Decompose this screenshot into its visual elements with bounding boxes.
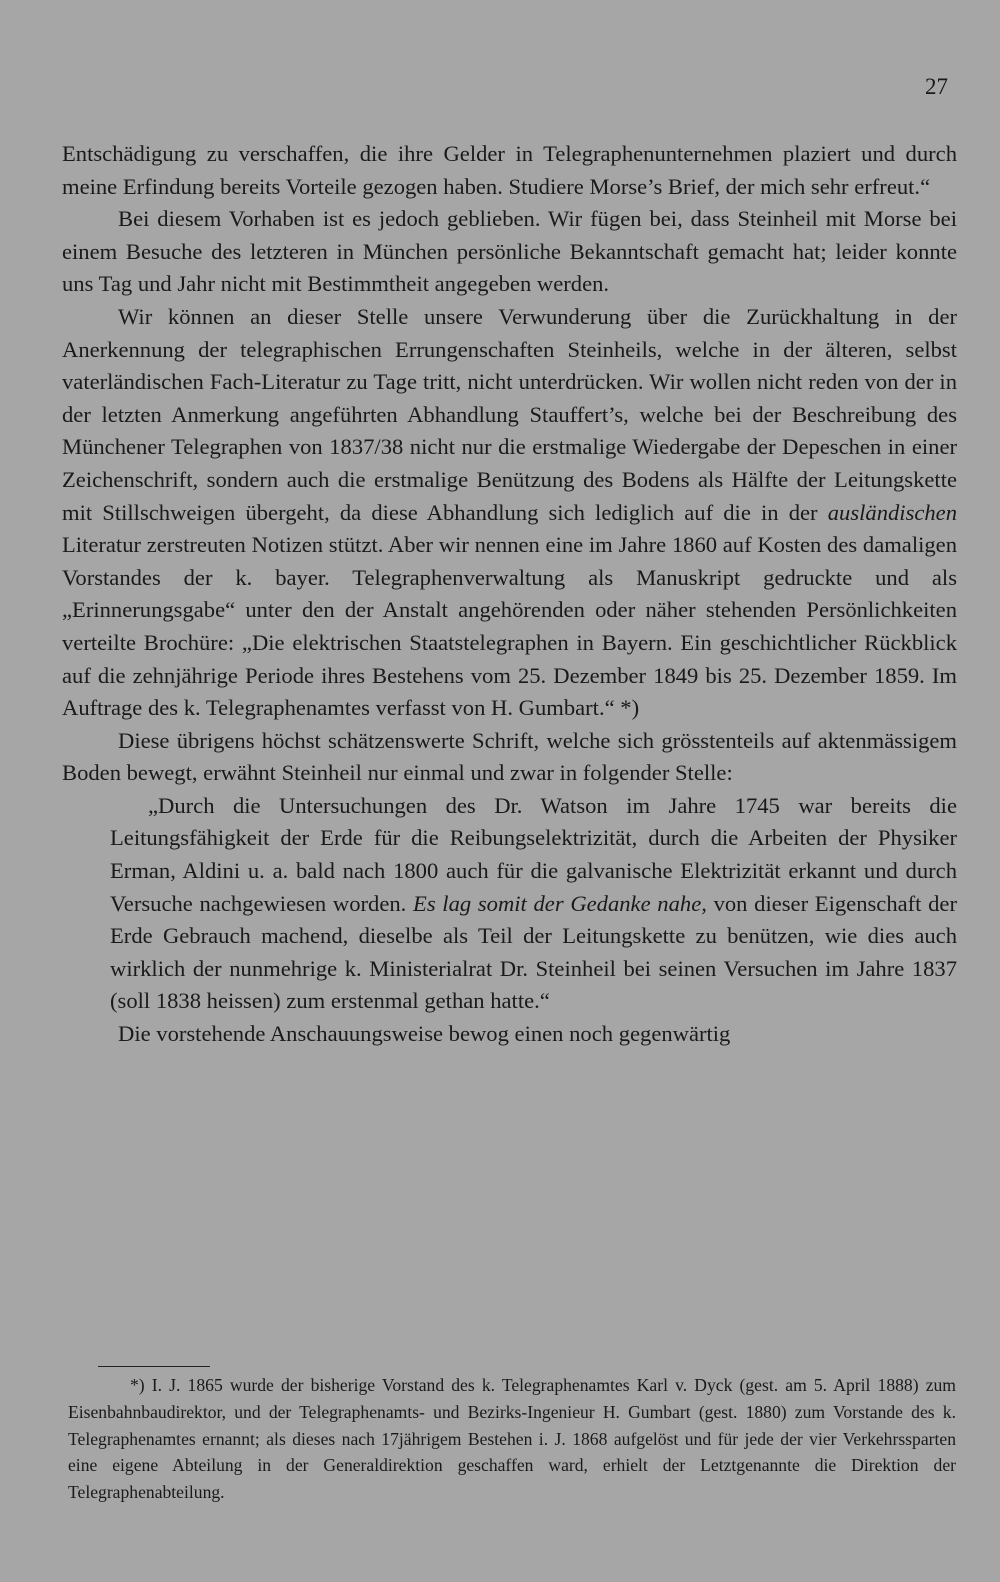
body-text — [62, 138, 957, 1051]
paragraph-final: Die vorstehende Anschauungsweise bewog einen noch gegenwärtig — [118, 1021, 731, 1047]
block-quote — [110, 790, 957, 1018]
emphasis-gedanke: Es lag somit der Gedanke nahe, — [413, 890, 707, 916]
quote-text-rest: von dieser Eigenschaft der Erde Gebrauch machend, dieselbe als Teil der Leitungskette zu benützen, wie dies auch wirklich der nunmehrige k. Ministerialrat Dr. Steinheil bei seinen Versuchen im Jahre 1837 (soll 1838 heissen) zum erstenmal gethan hatte.“ — [110, 890, 957, 1014]
page-number: 27 — [925, 74, 948, 99]
paragraph-morse-visit: Bei diesem Vorhaben ist es jedoch geblieben. Wir fügen bei, dass Steinheil mit Morse bei einem Besuche des letzteren in München persönliche Bekanntschaft gemacht hat; leider konnte uns Tag und Jahr nicht mit Bestimmtheit angegeben werden. — [62, 206, 957, 297]
paragraph-continuation: Entschädigung zu verschaffen, die ihre Gelder in Telegraphenunternehmen plaziert und durch meine Erfindung bereits Vorteile gezogen haben. Studiere Morse’s Brief, der mich sehr erfreut.“ — [62, 141, 957, 199]
paragraph-literature-critique — [62, 301, 957, 725]
paragraph-literature-text-rest: Literatur zerstreuten Notizen stützt. Aber wir nennen eine im Jahre 1860 auf Kosten des damaligen Vorstandes der k. bayer. Telegraphenverwaltung als Manuskript gedruckte und als „Erinnerungsgabe“ unter den der Anstalt angehörenden oder näher stehenden Persönlichkeiten verteilte Brochüre: „Die elektrischen Staatstelegraphen in Bayern. Ein geschichtlicher Rückblick auf die zehnjährige Periode ihres Bestehens vom 25. Dezember 1849 bis 25. Dezember 1859. Im Auftrage des k. Telegraphenamtes verfasst von H. Gumbart.“ *) — [62, 532, 957, 721]
paragraph-gumbart-mention: Diese übrigens höchst schätzenswerte Schrift, welche sich grösstenteils auf aktenmässigem Boden bewegt, erwähnt Steinheil nur einmal und zwar in folgender Stelle: — [62, 727, 957, 786]
footnote-text: *) I. J. 1865 wurde der bisherige Vorstand des k. Telegraphenamtes Karl v. Dyck (gest. am 5. April 1888) zum Eisenbahnbaudirektor, und der Telegraphenamts- und Bezirks-Ingenieur H. Gumbart (gest. 1880) zum Vorstande des k. Telegraphenamtes ernannt; als dieses nach 17jährigem Bestehen i. J. 1868 aufgelöst und für jede der vier Verkehrssparten eine eigene Abteilung in der Generaldirektion geschaffen ward, erhielt der Letztgenannte die Direktion der Telegraphenabteilung. — [68, 1375, 956, 1503]
paragraph-literature-text: Wir können an dieser Stelle unsere Verwunderung über die Zurückhaltung in der Anerkennung der telegraphischen Errungenschaften Steinheils, welche in der älteren, selbst vaterländischen Fach-Literatur zu Tage tritt, nicht unterdrücken. Wir wollen nicht reden von der in der letzten Anmerkung angeführten Abhandlung Stauffert’s, welche bei der Beschreibung des Münchener Telegraphen von 1837/38 nicht nur die erstmalige Wiedergabe der Depeschen in einer Zeichenschrift, sondern auch die erstmalige Benützung des Bodens als Hälfte der Leitungskette mit Stillschweigen übergeht, da diese Abhandlung sich lediglich auf die in der — [62, 303, 957, 525]
footnote — [68, 1372, 956, 1506]
emphasis-auslaendischen: ausländischen — [827, 499, 958, 525]
footnote-divider — [98, 1366, 210, 1367]
quote-text: „Durch die Untersuchungen des Dr. Watson im Jahre 1745 war bereits die Leitungsfähigkeit der Erde für die Reibungselektrizität, durch die Arbeiten der Physiker Erman, Aldini u. a. bald nach 1800 auch für die galvanische Elektrizität erkannt und durch Versuche nachgewiesen worden. — [110, 792, 957, 916]
